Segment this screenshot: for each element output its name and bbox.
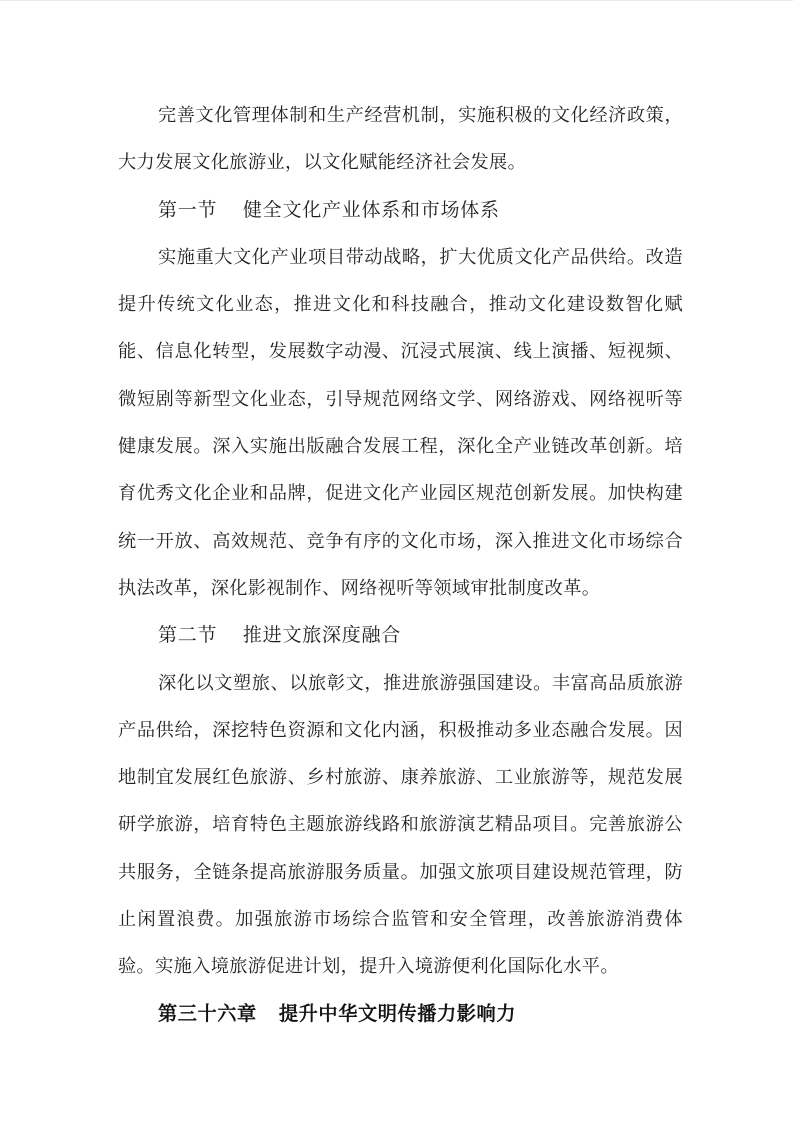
section-heading-1 (118, 187, 683, 234)
body-paragraph: 实施重大文化产业项目带动战略，扩大优质文化产品供给。改造提升传统文化业态，推进文化和科技融合，推动文化建设数智化赋能、信息化转型，发展数字动漫、沉浸式展演、线上演播、短视频、微短剧等新型文化业态，引导规范网络文学、网络游戏、网络视听等健康发展。深入实施出版融合发展工程，深化全产业链改革创新。培育优秀文化企业和品牌，促进文化产业园区规范创新发展。加快构建统一开放、高效规范、竞争有序的文化市场，深入推进文化市场综合执法改革，深化影视制作、网络视听等领域审批制度改革。 (118, 246, 683, 598)
section-heading-2 (118, 612, 683, 659)
section-title: 推进文旅深度融合 (242, 625, 402, 647)
body-paragraph: 完善文化管理体制和生产经营机制，实施积极的文化经济政策，大力发展文化旅游业，以文化赋能经济社会发展。 (118, 105, 683, 173)
chapter-title: 提升中华文明传播力影响力 (278, 1003, 517, 1025)
page-top-edge (0, 0, 793, 1)
section-title: 健全文化产业体系和市场体系 (242, 199, 500, 221)
section-number: 第一节 (158, 199, 218, 221)
section-number: 第二节 (158, 625, 218, 647)
chapter-heading (118, 991, 683, 1038)
body-paragraph: 深化以文塑旅、以旅彰文，推进旅游强国建设。丰富高品质旅游产品供给，深挖特色资源和文化内涵，积极推动多业态融合发展。因地制宜发展红色旅游、乡村旅游、康养旅游、工业旅游等，规范发展研学旅游，培育特色主题旅游线路和旅游演艺精品项目。完善旅游公共服务，全链条提高旅游服务质量。加强文旅项目建设规范管理，防止闲置浪费。加强旅游市场综合监管和安全管理，改善旅游消费体验。实施入境旅游促进计划，提升入境游便利化国际化水平。 (118, 672, 683, 977)
chapter-number: 第三十六章 (158, 1003, 257, 1025)
